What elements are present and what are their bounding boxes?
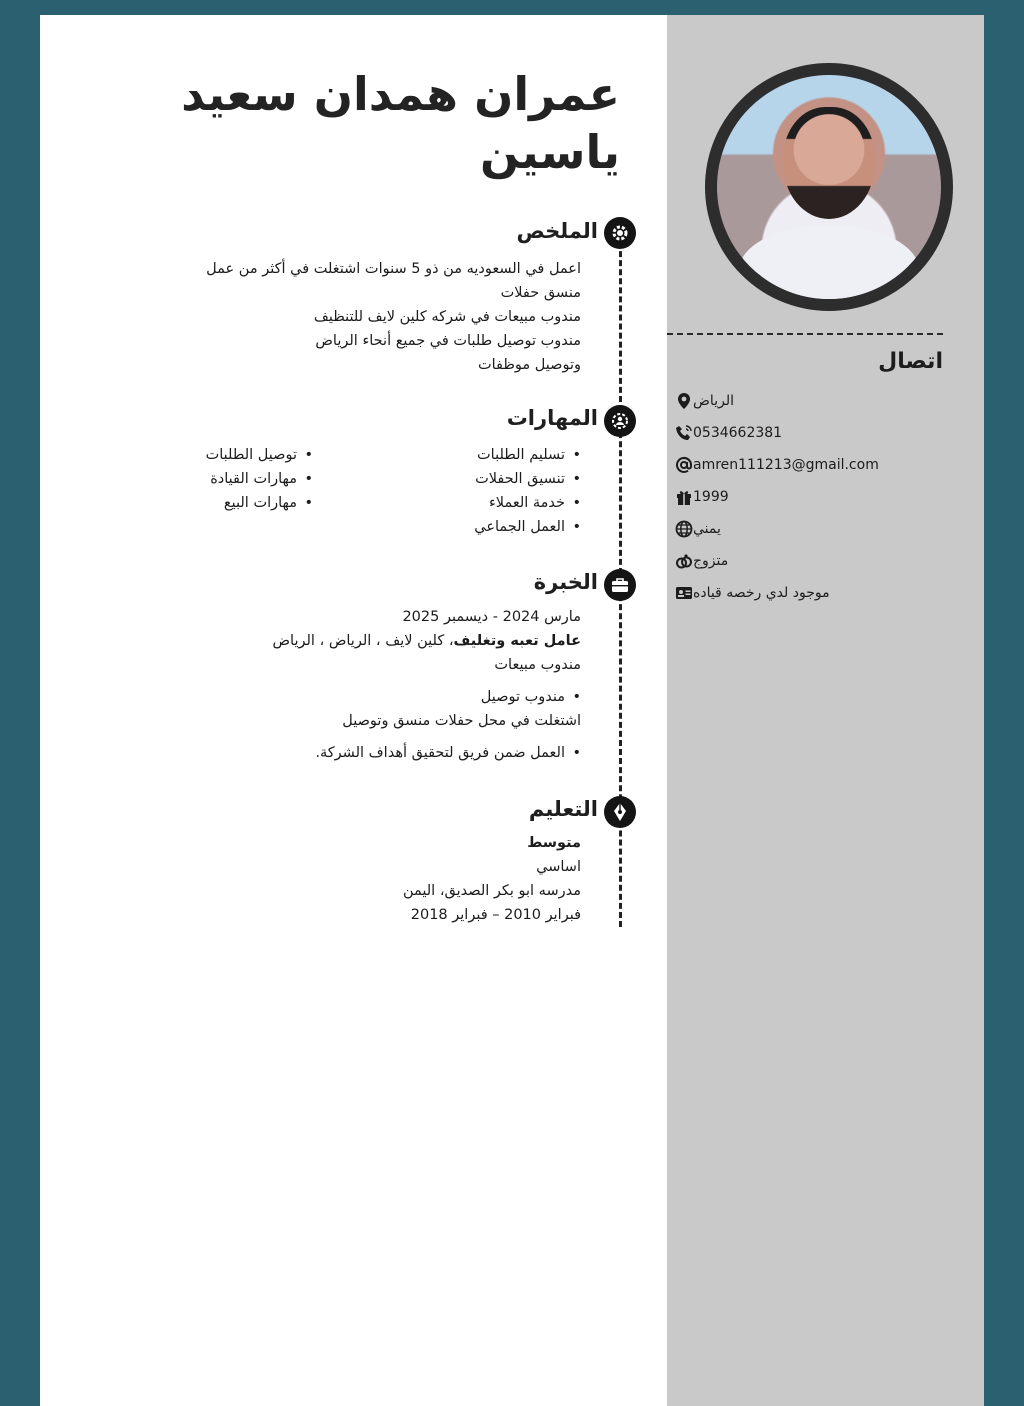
experience-bullet: • مندوب توصيل [161,685,581,709]
experience-dates: مارس 2024 - ديسمبر 2025 [402,609,581,625]
rings-icon [675,552,693,570]
photo-head-shape [783,107,875,219]
contact-title: اتصال [878,349,943,374]
at-sign-icon [675,456,693,474]
summary-line: وتوصيل موظفات [477,357,581,373]
briefcase-icon [604,569,636,601]
gift-icon [675,488,693,506]
marital-text: متزوج [693,553,729,569]
education-entry [281,831,581,927]
skill-item: • تسليم الطلبات [313,443,581,467]
education-dates: فبراير 2010 – فبراير 2018 [410,907,581,923]
location-pin-icon [675,392,693,410]
skill-item: • مهارات القيادة [163,467,313,491]
education-title: التعليم [528,797,598,821]
summary-line: اعمل في السعوديه من ذو 5 سنوات اشتغلت في أكثر من عمل [206,261,581,277]
contact-license [667,577,943,609]
pen-nib-icon [604,796,636,828]
experience-entry [161,605,581,765]
experience-detail: اشتغلت في محل حفلات منسق وتوصيل [342,713,581,729]
education-level: اساسي [536,859,581,875]
skill-item: • خدمة العملاء [313,491,581,515]
experience-title: الخبرة [533,570,598,594]
skill-item: • العمل الجماعي [313,515,581,539]
birth-year-text: 1999 [693,489,729,505]
experience-bullet: • العمل ضمن فريق لتحقيق أهداف الشركة. [161,741,581,765]
contact-phone [667,417,943,449]
skill-item: • توصيل الطلبات [163,443,313,467]
contact-birth-year [667,481,943,513]
name-line-1: عمران همدان سعيد [181,67,620,121]
contact-email [667,449,943,481]
skill-item: • تنسيق الحفلات [313,467,581,491]
phone-text[interactable]: 0534662381 [693,425,783,441]
sidebar-divider [667,333,943,335]
profile-photo [705,63,953,311]
nationality-text: يمني [693,521,721,537]
skills-gear-icon [604,405,636,437]
skills-column-1 [313,443,581,539]
experience-subtitle: مندوب مبيعات [494,657,581,673]
contact-nationality [667,513,943,545]
globe-icon [675,520,693,538]
education-school: مدرسه ابو بكر الصديق، اليمن [402,883,581,899]
email-text[interactable]: amren111213@gmail.com [693,457,879,473]
skills-list [161,443,581,539]
city-text: الرياض [693,393,734,409]
license-text: موجود لدي رخصه قياده [693,585,830,601]
skill-item: • مهارات البيع [163,491,313,515]
sidebar [667,15,984,1406]
skills-title: المهارات [506,406,598,430]
phone-icon [675,424,693,442]
name-line-2: ياسين [480,125,620,179]
contact-city [667,385,943,417]
contact-list [667,385,943,609]
photo-body-shape [739,225,919,311]
experience-company: ، كلين لايف ، الرياض ، الرياض [272,633,454,649]
full-name [100,65,620,181]
summary-text [151,257,581,377]
summary-line: مندوب توصيل طلبات في جميع أنحاء الرياض [315,333,581,349]
education-degree: متوسط [527,835,581,851]
contact-marital [667,545,943,577]
resume-page [40,15,984,1406]
gear-icon [604,217,636,249]
summary-title: الملخص [516,219,598,243]
summary-line: منسق حفلات [500,285,581,301]
skills-column-2 [163,443,313,539]
summary-line: مندوب مبيعات في شركه كلين لايف للتنظيف [313,309,581,325]
id-card-icon [675,584,693,602]
experience-role-line [161,629,581,653]
experience-role: عامل تعبه وتغليف [453,633,581,649]
